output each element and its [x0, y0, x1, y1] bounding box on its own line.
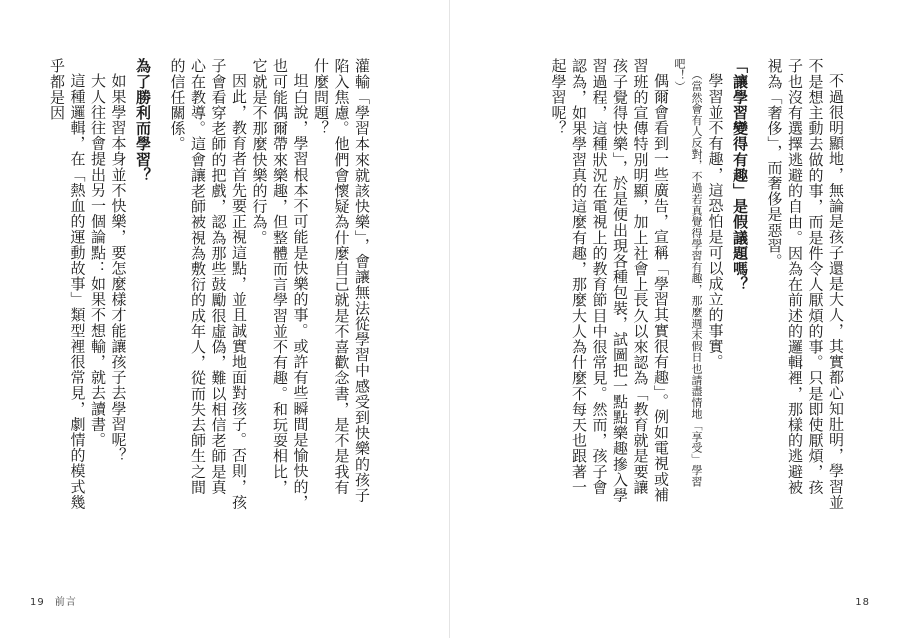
running-head: 前言 [54, 597, 77, 608]
right-page [450, 0, 900, 638]
body-paragraph: 因此，教育者首先要正視這點，並且誠實地面對孩子。否則，孩子會看穿老師的把戲，認為那些鼓勵很虛偽，難以相信老師是真心在教導。這會讓老師被視為敷衍的成年人，從而失去師生之間的信任關係。 [168, 58, 248, 510]
page-number: 18 [855, 597, 870, 608]
body-paragraph: 不過很明顯地，無論是孩子還是大人，其實都心知肚明，學習並不是想主動去做的事，而是件令人厭煩的事。只是即使厭煩，孩子也沒有選擇逃避的自由。因為在前述的邏輯裡，那樣的逃避被視為「奢侈」，而奢侈是惡習。 [765, 58, 845, 510]
body-paragraph: 灌輸「學習本來就該快樂」，會讓無法從學習中感受到快樂的孩子陷入焦慮。他們會懷疑為什麼自己就是不喜歡念書，是不是我有什麼問題？ [312, 58, 371, 503]
page-number: 19 [30, 597, 45, 608]
body-paragraph: 學習並不有趣，這恐怕是可以成立的事實。 [706, 73, 725, 370]
section-heading: 「讓學習變得有趣」是假議題嗎？ [731, 58, 749, 292]
body-paragraph: 大人往往會提出另一個論點：如果不想輸，就去讀書。 [89, 73, 107, 448]
body-paragraph: 這種邏輯，在「熱血的運動故事」類型裡很常見，劇情的模式幾乎都是因 [48, 58, 87, 510]
right-page-body [549, 58, 846, 510]
section-heading: 為了勝利而學習？ [134, 58, 152, 183]
body-paragraph: 偶爾會看到一些廣告，宣稱「學習其實很有趣」。例如電視或補習班的宣傳特別明顯，加上社會上長久以來認為「教育就是要讓孩子覺得快樂」，於是便出現各種包裝，試圖把一點點樂趣摻入學習過程，這種狀況在電視上的教育節目中很常見。然而，孩子會認為，如果學習真的這麼有趣，那麼大人為什麼不每天也跟著一起學習呢？ [549, 58, 670, 503]
parenthetical-note: （當然會有人反對，不過若真覺得學習有趣，那麼週末假日也請盡情地「享受」學習吧！） [673, 58, 703, 488]
body-paragraph: 坦白說，學習根本不可能是快樂的事。或許有些瞬間是愉快的，也可能偶爾帶來樂趣，但整體而言學習並不有趣。和玩耍相比，它就是不那麼快樂的行為。 [250, 58, 310, 510]
left-page-footer [30, 593, 77, 608]
left-page-body [48, 58, 372, 510]
body-paragraph: 如果學習本身並不快樂，要怎麼樣才能讓孩子去學習呢？ [109, 73, 128, 463]
